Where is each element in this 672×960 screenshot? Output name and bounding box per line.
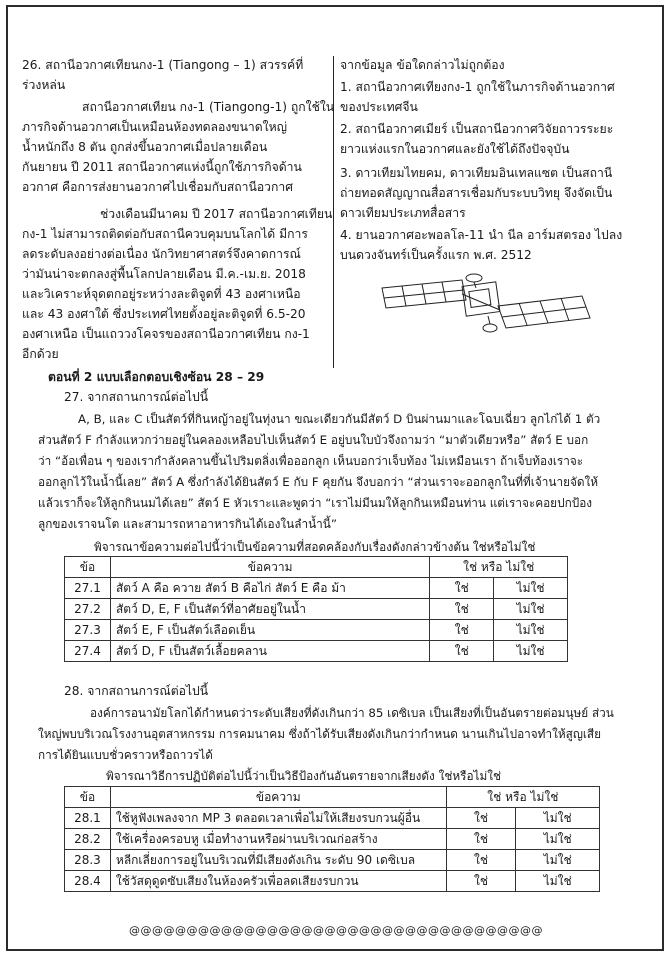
q26-p1-line3: น้ำหนักถึง 8 ตัน ถูกส่งขึ้นอวกาศเมื่อปลายเดือน (22, 140, 268, 154)
q28-scenario-line3: การได้ยินแบบชั่วคราวหรือถาวรได้ (38, 748, 213, 762)
table-row (65, 578, 568, 599)
q27-scenario-line5: แล้วเราก็จะให้ลูกกินนมได้เลย” สัตว์ E หัวเราะและพูดว่า “เราไม่มีนมให้ลูกกินเหมือนท่าน แต่เราจะคอยปกป้อง (38, 496, 593, 510)
row-no: 28.1 (65, 808, 111, 829)
q27-scenario-line4: ออกลูกไว้ในน้ำนี้เลย” สัตว์ A ซึ่งกำลังได้ยินสัตว์ E กับ F คุยกัน จึงบอกว่า “ส่วนเราจะออกลูกในที่ที่เจ้านายจัดให้ (38, 475, 599, 489)
row-statement: สัตว์ E, F เป็นสัตว์เลือดเย็น (110, 620, 429, 641)
q27-scenario-line3: ว่า “อ้อเพื่อน ๆ ของเรากำลังคลานขึ้นไปริมตลิ่งเพื่อออกลูก เห็นบอกว่าเจ็บท้อง ไม่เหมือนเรา ถ้าเจ็บท้องเราจะ (38, 454, 584, 468)
table-header-row (65, 557, 568, 578)
q26-p2-line8: อีกด้วย (22, 347, 59, 361)
q27-scenario-line1: A, B, และ C เป็นสัตว์ที่กินหญ้าอยู่ในทุ่งนา ขณะเดียวกันมีสัตว์ D บินผ่านมาและโฉบเฉี่ยว ลูกไก่ได้ 1 ตัว (78, 412, 601, 426)
answer-yes[interactable]: ใช่ (430, 620, 494, 641)
q26-choice-3-line3: ดาวเทียมประเภทสื่อสาร (340, 206, 466, 220)
q26-p2-line2: กง-1 ไม่สามารถติดต่อกับสถานีควบคุมบนโลกได้ มีการ (22, 227, 308, 241)
answer-yes[interactable]: ใช่ (430, 641, 494, 662)
answer-no[interactable]: ไม่ใช่ (516, 850, 600, 871)
row-statement: ใช้เครื่องครอบหู เมื่อทำงานหรือผ่านบริเวณก่อสร้าง (110, 829, 446, 850)
answer-yes[interactable]: ใช่ (430, 599, 494, 620)
table-row (65, 620, 568, 641)
answer-no[interactable]: ไม่ใช่ (516, 808, 600, 829)
answer-yes[interactable]: ใช่ (430, 578, 494, 599)
row-no: 27.2 (65, 599, 111, 620)
q26-question: จากข้อมูล ข้อใดกล่าวไม่ถูกต้อง (340, 58, 505, 72)
q28-title: 28. จากสถานการณ์ต่อไปนี้ (64, 684, 209, 698)
q26-choice-4-line1: 4. ยานอวกาศอะพอลโล-11 นำ นีล อาร์มสตรอง ไปลง (340, 228, 623, 242)
row-statement: สัตว์ D, E, F เป็นสัตว์ที่อาศัยอยู่ในน้ำ (110, 599, 429, 620)
row-no: 28.3 (65, 850, 111, 871)
q27-scenario-line6: ลูกของเราจนโต และสามารถหาอาหารกินได้เองในลำน้ำนี้” (38, 517, 337, 531)
answer-yes[interactable]: ใช่ (446, 808, 516, 829)
q26-p2-line3: ลดระดับลงอย่างต่อเนื่อง นักวิทยาศาสตร์จึงคาดการณ์ (22, 247, 301, 261)
table-row (65, 871, 600, 892)
q26-p1-line4: กันยายน ปี 2011 สถานีอวกาศแห่งนี้ถูกใช้ภารกิจด้าน (22, 160, 302, 174)
row-statement: หลีกเลี่ยงการอยู่ในบริเวณที่มีเสียงดังเกิน ระดับ 90 เดซิเบล (110, 850, 446, 871)
q28-table (64, 786, 600, 892)
q26-choice-2-line1: 2. สถานีอวกาศเมียร์ เป็นสถานีอวกาศวิจัยถาวรระยะ (340, 122, 614, 136)
q26-p2-line4: ว่ามันน่าจะตกลงสู่พื้นโลกปลายเดือน มี.ค.-เม.ย. 2018 (22, 267, 306, 281)
row-statement: ใช้วัสดุดูดซับเสียงในห้องครัวเพื่อลดเสียงรบกวน (110, 871, 446, 892)
q26-p1-line2: ภารกิจด้านอวกาศเป็นเหมือนห้องทดลองขนาดใหญ่ (22, 120, 288, 134)
satellite-illustration (378, 266, 598, 346)
footer-separator: @@@@@@@@@@@@@@@@@@@@@@@@@@@@@@@@@@@@ (129, 924, 543, 937)
header-answer: ใช่ หรือ ไม่ใช่ (446, 787, 599, 808)
q26-choice-3-line1: 3. ดาวเทียมไทยคม, ดาวเทียมอินเทลแซต เป็นสถานี (340, 166, 613, 180)
q28-scenario-line2: ใหญ่พบบริเวณโรงงานอุตสาหกรรม การคมนาคม ซึ่งถ้าได้รับเสียงดังเกินกว่ากำหนด นานเกินไปอาจทำให้สูญเสีย (38, 727, 602, 741)
answer-yes[interactable]: ใช่ (446, 829, 516, 850)
table-row (65, 599, 568, 620)
row-statement: ใช้หูฟังเพลงจาก MP 3 ตลอดเวลาเพื่อไม่ให้เสียงรบกวนผู้อื่น (110, 808, 446, 829)
row-no: 27.3 (65, 620, 111, 641)
table-header-row (65, 787, 600, 808)
header-no: ข้อ (65, 557, 111, 578)
answer-no[interactable]: ไม่ใช่ (494, 641, 568, 662)
q27-table (64, 556, 568, 662)
header-statement: ข้อความ (110, 557, 429, 578)
header-no: ข้อ (65, 787, 111, 808)
q26-p2-line6: และ 43 องศาใต้ ซึ่งประเทศไทยตั้งอยู่ละติจูดที่ 6.5-20 (22, 307, 306, 321)
q26-p1-line5: อวกาศ คือการส่งยานอวกาศไปเชื่อมกับสถานีอวกาศ (22, 180, 293, 194)
q26-title-line1: 26. สถานีอวกาศเทียนกง-1 (Tiangong – 1) สวรรค์ที่ (22, 58, 304, 72)
answer-no[interactable]: ไม่ใช่ (494, 620, 568, 641)
table-row (65, 850, 600, 871)
q27-scenario-line2: ส่วนสัตว์ F กำลังแหวกว่ายอยู่ในคลองเหลือบไปเห็นสัตว์ E อยู่บนใบบัวจึงถามว่า “มาตัวเดียวหรือ” สัตว์ E บอก (38, 433, 589, 447)
q26-p2-line5: และวิเคราะห์จุดตกอยู่ระหว่างละติจูดที่ 43 องศาเหนือ (22, 287, 301, 301)
answer-no[interactable]: ไม่ใช่ (516, 829, 600, 850)
table-row (65, 641, 568, 662)
q26-choice-1-line2: ของประเทศจีน (340, 100, 418, 114)
table-row (65, 808, 600, 829)
q26-choice-2-line2: ยาวแห่งแรกในอวกาศและยังใช้ได้ถึงปัจจุบัน (340, 142, 570, 156)
row-statement: สัตว์ D, F เป็นสัตว์เลื้อยคลาน (110, 641, 429, 662)
row-statement: สัตว์ A คือ ควาย สัตว์ B คือไก่ สัตว์ E คือ ม้า (110, 578, 429, 599)
answer-yes[interactable]: ใช่ (446, 871, 516, 892)
q28-instruction: พิจารณาวิธีการปฏิบัติต่อไปนี้ว่าเป็นวิธีป้องกันอันตรายจากเสียงดัง ใช่หรือไม่ใช่ (106, 769, 502, 783)
table-row (65, 829, 600, 850)
q27-title: 27. จากสถานการณ์ต่อไปนี้ (64, 390, 209, 404)
answer-no[interactable]: ไม่ใช่ (516, 871, 600, 892)
q27-instruction: พิจารณาข้อความต่อไปนี้ว่าเป็นข้อความที่สอดคล้องกับเรื่องดังกล่าวข้างต้น ใช่หรือไม่ใช่ (94, 540, 536, 554)
q26-choice-4-line2: บนดวงจันทร์เป็นครั้งแรก พ.ศ. 2512 (340, 248, 532, 262)
answer-no[interactable]: ไม่ใช่ (494, 578, 568, 599)
header-answer: ใช่ หรือ ไม่ใช่ (430, 557, 568, 578)
section2-title: ตอนที่ 2 แบบเลือกตอบเชิงซ้อน 28 – 29 (48, 370, 265, 384)
q26-choice-1-line1: 1. สถานีอวกาศเทียงกง-1 ถูกใช้ในภารกิจด้านอวกาศ (340, 80, 615, 94)
answer-yes[interactable]: ใช่ (446, 850, 516, 871)
header-statement: ข้อความ (110, 787, 446, 808)
q26-p1-line1: สถานีอวกาศเทียน กง-1 (Tiangong-1) ถูกใช้ใน (82, 100, 335, 114)
q28-scenario-line1: องค์การอนามัยโลกได้กำหนดว่าระดับเสียงที่ดังเกินกว่า 85 เดซิเบล เป็นเสียงที่เป็นอันตรายต่อมนุษย์ ส่วน (90, 706, 614, 720)
q26-title-line2: ร่วงหล่น (22, 78, 66, 92)
q26-p2-line7: องศาเหนือ เป็นแถววงโคจรของสถานีอวกาศเทียน กง-1 (22, 327, 310, 341)
row-no: 28.4 (65, 871, 111, 892)
row-no: 28.2 (65, 829, 111, 850)
row-no: 27.1 (65, 578, 111, 599)
answer-no[interactable]: ไม่ใช่ (494, 599, 568, 620)
row-no: 27.4 (65, 641, 111, 662)
q26-p2-line1: ช่วงเดือนมีนาคม ปี 2017 สถานีอวกาศเทียน (100, 207, 333, 221)
q26-choice-3-line2: ถ่ายทอดสัญญาณสื่อสารเชื่อมกับระบบวิทยุ จึงจัดเป็น (340, 186, 613, 200)
